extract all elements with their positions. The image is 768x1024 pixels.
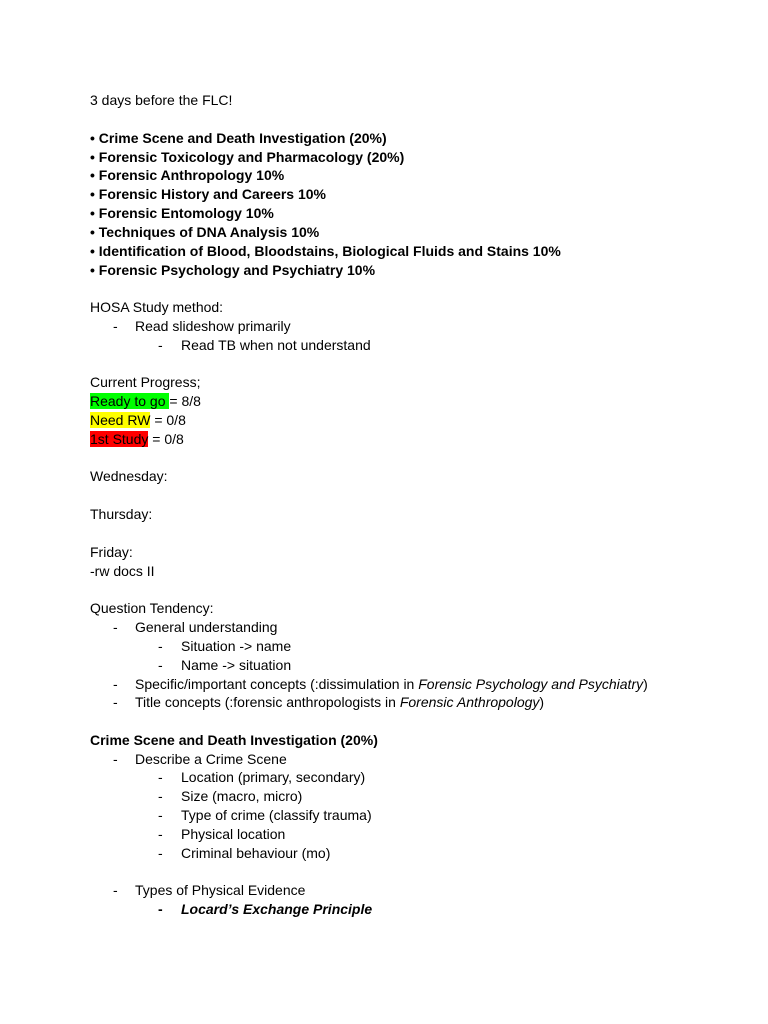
progress-title: Current Progress; — [90, 374, 201, 390]
evidence-subitem: Locard’s Exchange Principle — [181, 901, 373, 917]
title-prefix: Title concepts (:forensic anthropologists in — [135, 694, 400, 710]
list-dash: - — [113, 318, 118, 334]
topic-item: • Forensic Entomology 10% — [90, 205, 274, 221]
list-dash: - — [158, 807, 163, 823]
need-label: Need RW — [90, 412, 151, 428]
tendency-general: General understanding — [135, 619, 278, 635]
topic-item: • Forensic Anthropology 10% — [90, 167, 285, 183]
tendency-general-sub: Name -> situation — [181, 657, 292, 673]
list-dash: - — [158, 337, 163, 353]
specific-suffix: ) — [643, 676, 648, 692]
study-method-item: Read slideshow primarily — [135, 318, 291, 334]
tendency-specific — [135, 675, 648, 694]
list-dash: - — [158, 845, 163, 861]
list-dash: - — [158, 826, 163, 842]
describe-item: Describe a Crime Scene — [135, 751, 287, 767]
topic-item: • Techniques of DNA Analysis 10% — [90, 224, 320, 240]
topic-item: • Forensic History and Careers 10% — [90, 186, 326, 202]
progress-first — [90, 430, 184, 449]
tendency-general-sub: Situation -> name — [181, 638, 292, 654]
list-dash: - — [113, 751, 118, 767]
evidence-item: Types of Physical Evidence — [135, 882, 306, 898]
topic-item: • Identification of Blood, Bloodstains, Biological Fluids and Stains 10% — [90, 243, 561, 259]
progress-ready — [90, 392, 201, 411]
list-dash: - — [113, 619, 118, 635]
schedule-wednesday: Wednesday: — [90, 468, 168, 484]
specific-prefix: Specific/important concepts (:dissimulation in — [135, 676, 419, 692]
list-dash: - — [158, 657, 163, 673]
describe-subitem: Size (macro, micro) — [181, 788, 303, 804]
list-dash: - — [158, 769, 163, 785]
schedule-friday: Friday: — [90, 544, 133, 560]
list-dash: - — [158, 901, 163, 917]
topic-item: • Forensic Toxicology and Pharmacology (20%) — [90, 149, 405, 165]
list-dash: - — [158, 638, 163, 654]
describe-subitem: Location (primary, secondary) — [181, 769, 366, 785]
describe-subitem: Physical location — [181, 826, 286, 842]
need-value: = 0/8 — [150, 412, 186, 428]
study-method-subitem: Read TB when not understand — [181, 337, 371, 353]
list-dash: - — [158, 788, 163, 804]
schedule-thursday: Thursday: — [90, 506, 153, 522]
describe-subitem: Type of crime (classify trauma) — [181, 807, 372, 823]
ready-label: Ready to go — [90, 393, 170, 409]
list-dash: - — [113, 676, 118, 692]
topic-item: • Crime Scene and Death Investigation (20%) — [90, 130, 387, 146]
title-suffix: ) — [539, 694, 545, 710]
topic-item: • Forensic Psychology and Psychiatry 10% — [90, 262, 376, 278]
tendency-title-concepts — [135, 693, 544, 712]
list-dash: - — [113, 694, 118, 710]
ready-value: = 8/8 — [169, 393, 201, 409]
first-label: 1st Study — [90, 431, 149, 447]
schedule-friday-item: -rw docs II — [90, 563, 155, 579]
section-heading: Crime Scene and Death Investigation (20%) — [90, 732, 378, 748]
title-topic: Forensic Anthropology — [399, 694, 540, 710]
first-value: = 0/8 — [148, 431, 184, 447]
list-dash: - — [113, 882, 118, 898]
document-heading: 3 days before the FLC! — [90, 92, 233, 108]
tendency-title: Question Tendency: — [90, 600, 214, 616]
progress-need — [90, 411, 186, 430]
describe-subitem: Criminal behaviour (mo) — [181, 845, 331, 861]
specific-topic: Forensic Psychology and Psychiatry — [418, 676, 644, 692]
study-method-title: HOSA Study method: — [90, 299, 224, 315]
